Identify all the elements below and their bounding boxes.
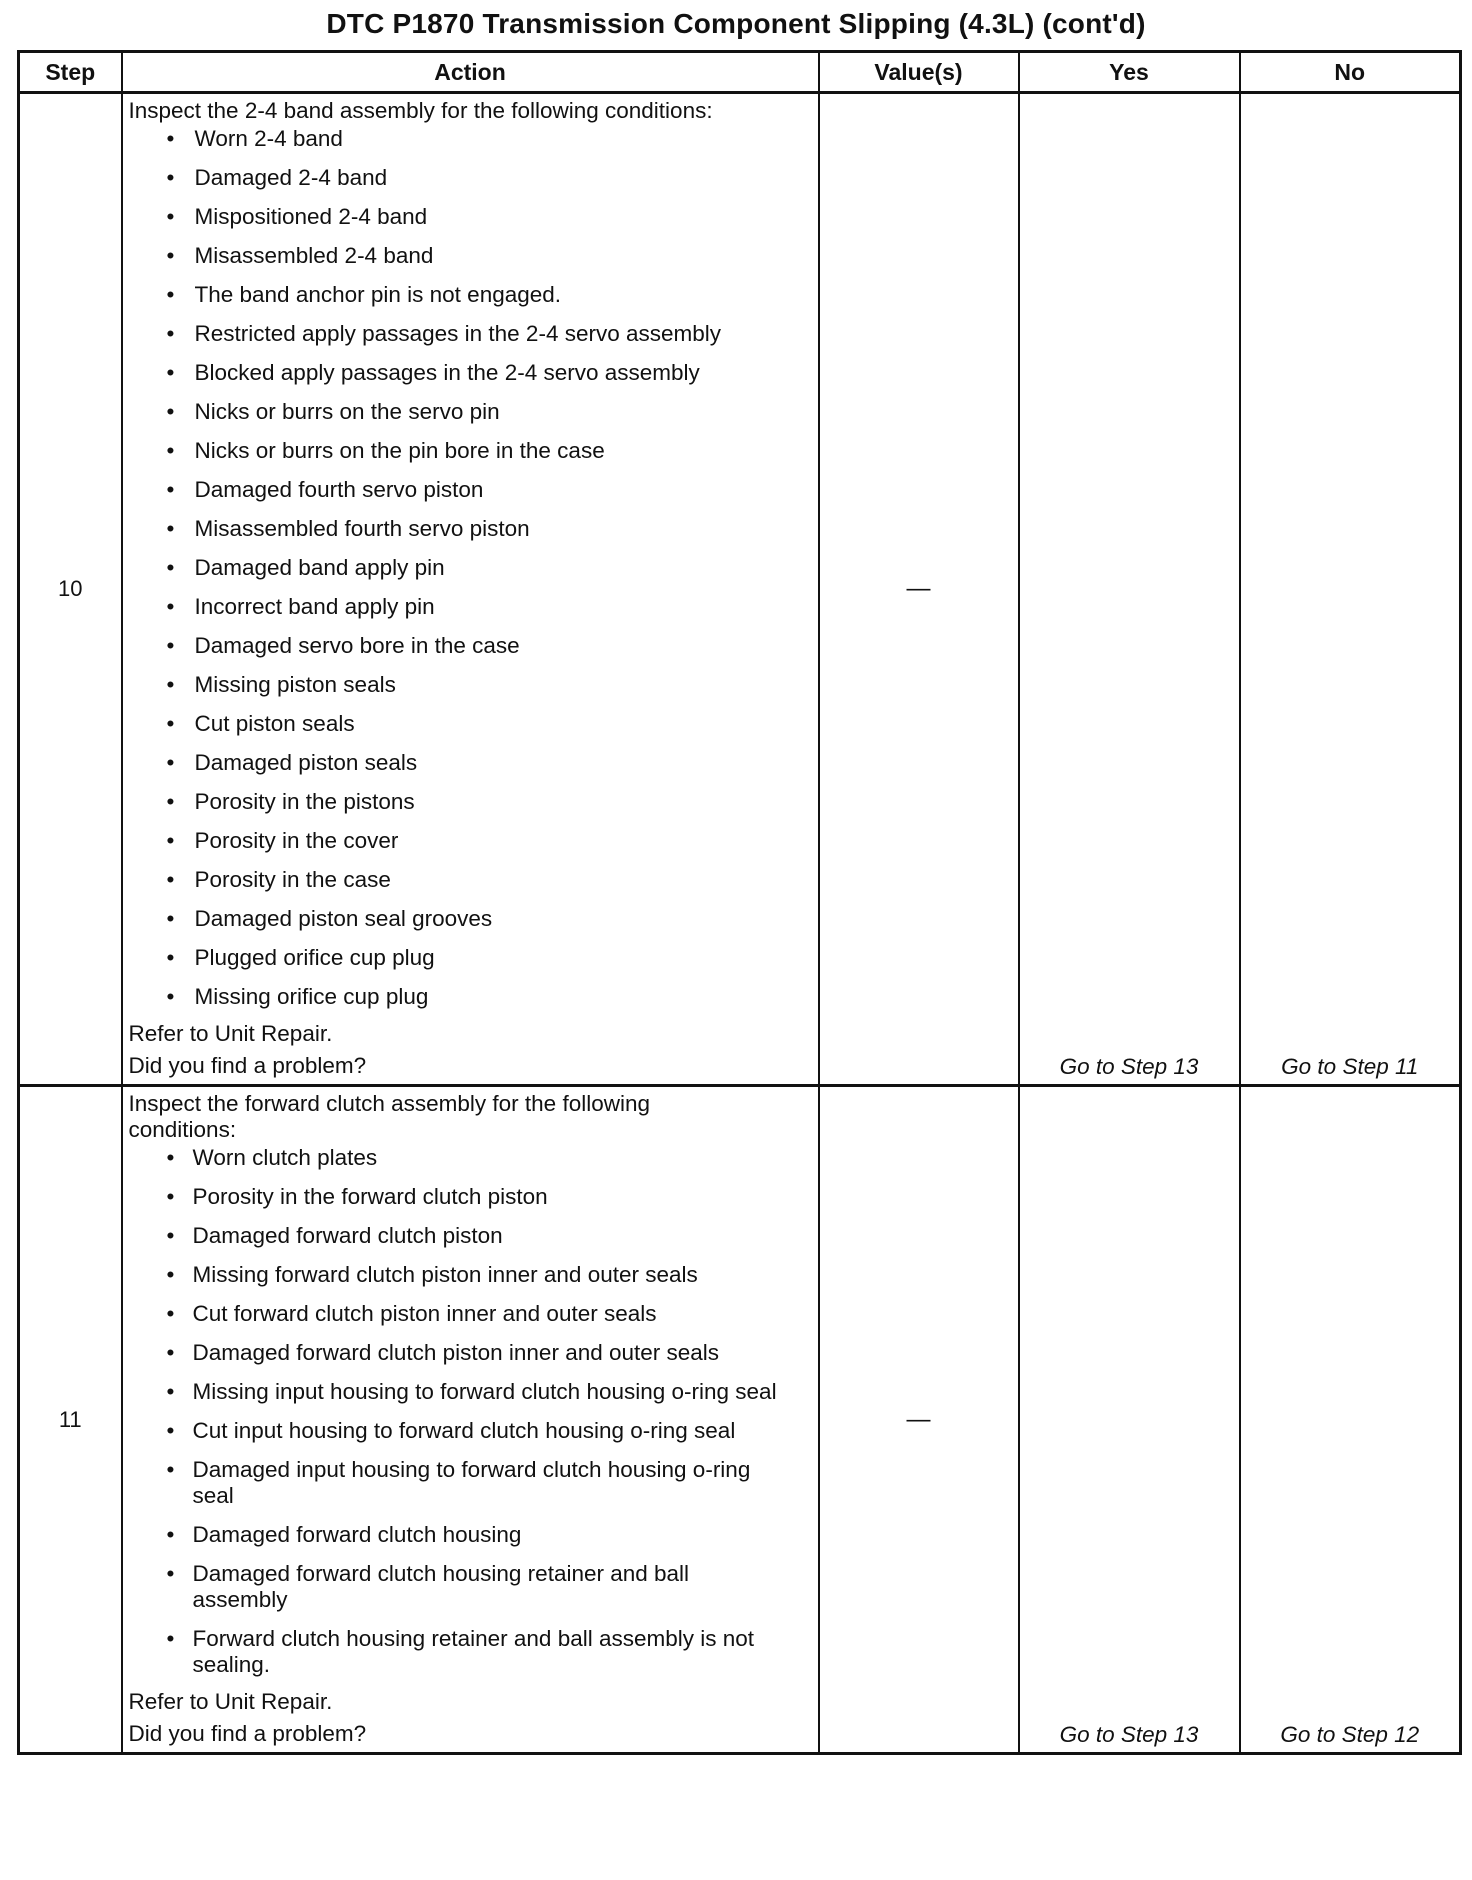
condition-item: • Nicks or burrs on the servo pin — [123, 399, 818, 425]
condition-item: • Damaged piston seal grooves — [123, 906, 818, 932]
header-yes: Yes — [1019, 52, 1240, 93]
action-intro: Inspect the 2-4 band assembly for the following conditions: — [128, 98, 713, 123]
condition-item: • Damaged forward clutch housing — [123, 1522, 788, 1548]
header-values: Value(s) — [819, 52, 1019, 93]
condition-item: • Porosity in the pistons — [123, 789, 818, 815]
condition-item: • Damaged 2-4 band — [123, 165, 818, 191]
condition-item: • Cut forward clutch piston inner and outer seals — [123, 1301, 788, 1327]
condition-item: • Porosity in the cover — [123, 828, 818, 854]
table-row — [19, 93, 1461, 1086]
condition-item: • Worn clutch plates — [123, 1145, 788, 1171]
condition-item: • Misassembled 2-4 band — [123, 243, 818, 269]
condition-item: • Blocked apply passages in the 2-4 servo assembly — [123, 360, 818, 386]
page-title: DTC P1870 Transmission Component Slipping (4.3L) (cont'd) — [326, 8, 1146, 39]
condition-item: • Damaged forward clutch piston inner and outer seals — [123, 1340, 788, 1366]
question-text: Did you find a problem? — [128, 1721, 367, 1746]
table-row — [19, 1086, 1461, 1754]
condition-list — [123, 126, 818, 1010]
condition-item: • Porosity in the forward clutch piston — [123, 1184, 788, 1210]
condition-item: • Forward clutch housing retainer and ball assembly is not sealing. — [123, 1626, 788, 1678]
value-cell: — — [819, 1086, 1019, 1754]
condition-item: • Cut input housing to forward clutch housing o-ring seal — [123, 1418, 788, 1444]
header-action: Action — [122, 52, 819, 93]
yes-cell: Go to Step 13 — [1019, 1086, 1240, 1754]
action-intro: Inspect the forward clutch assembly for the following conditions: — [128, 1091, 650, 1142]
condition-item: • Damaged piston seals — [123, 750, 818, 776]
condition-item: • Damaged servo bore in the case — [123, 633, 818, 659]
condition-item: • Incorrect band apply pin — [123, 594, 818, 620]
question-text: Did you find a problem? — [128, 1053, 367, 1078]
condition-item: • Cut piston seals — [123, 711, 818, 737]
condition-item: • Plugged orifice cup plug — [123, 945, 818, 971]
refer-text: Refer to Unit Repair. — [128, 1689, 333, 1714]
refer-text: Refer to Unit Repair. — [128, 1021, 333, 1046]
step-number: 11 — [19, 1086, 122, 1754]
diagnostic-table — [17, 50, 1462, 1755]
condition-item: • Missing input housing to forward clutch housing o-ring seal — [123, 1379, 788, 1405]
yes-cell: Go to Step 13 — [1019, 93, 1240, 1086]
step-number: 10 — [19, 93, 122, 1086]
condition-item: • Worn 2-4 band — [123, 126, 818, 152]
value-cell: — — [819, 93, 1019, 1086]
condition-item: • Damaged forward clutch housing retainer and ball assembly — [123, 1561, 788, 1613]
header-step: Step — [19, 52, 122, 93]
condition-item: • Damaged forward clutch piston — [123, 1223, 788, 1249]
header-no: No — [1240, 52, 1461, 93]
condition-item: • The band anchor pin is not engaged. — [123, 282, 818, 308]
header-row — [19, 52, 1461, 93]
condition-item: • Mispositioned 2-4 band — [123, 204, 818, 230]
condition-item: • Misassembled fourth servo piston — [123, 516, 818, 542]
condition-item: • Porosity in the case — [123, 867, 818, 893]
condition-item: • Restricted apply passages in the 2-4 servo assembly — [123, 321, 818, 347]
no-cell: Go to Step 12 — [1240, 1086, 1461, 1754]
action-cell — [122, 1086, 819, 1754]
condition-item: • Damaged band apply pin — [123, 555, 818, 581]
no-cell: Go to Step 11 — [1240, 93, 1461, 1086]
condition-item: • Nicks or burrs on the pin bore in the case — [123, 438, 818, 464]
condition-item: • Missing forward clutch piston inner and outer seals — [123, 1262, 788, 1288]
condition-item: • Missing orifice cup plug — [123, 984, 818, 1010]
condition-item: • Damaged input housing to forward clutch housing o-ring seal — [123, 1457, 788, 1509]
action-cell — [122, 93, 819, 1086]
condition-item: • Missing piston seals — [123, 672, 818, 698]
condition-list — [123, 1145, 818, 1678]
condition-item: • Damaged fourth servo piston — [123, 477, 818, 503]
